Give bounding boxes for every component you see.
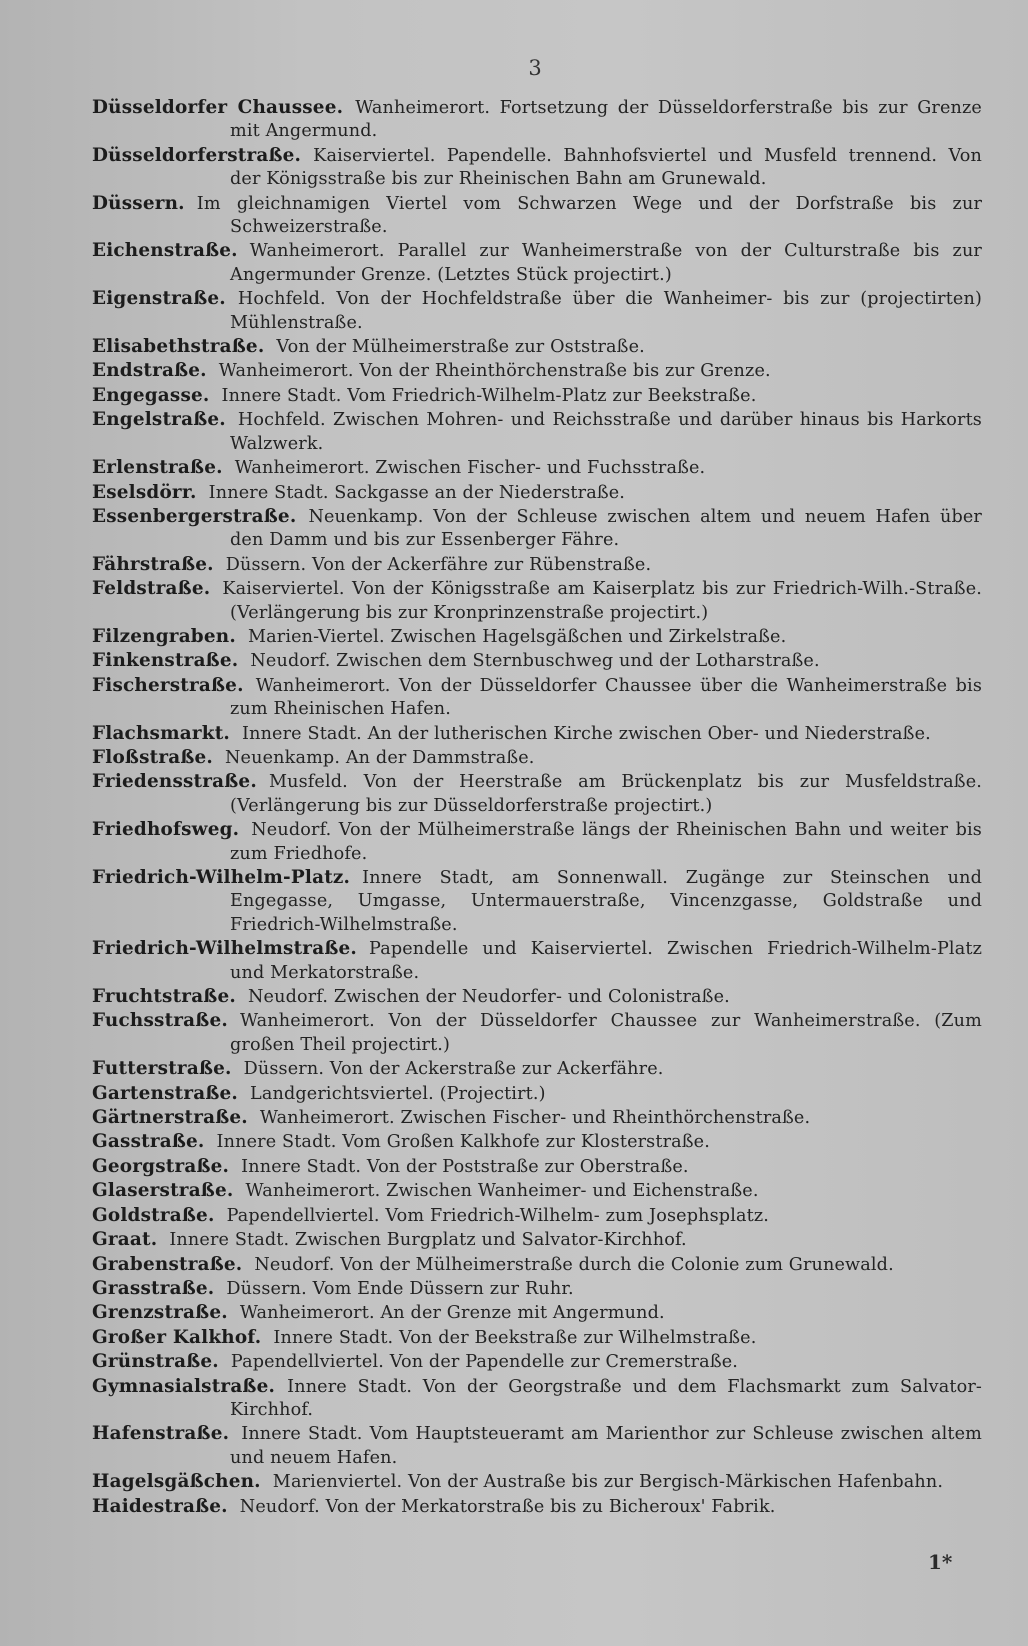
- directory-entry: [92, 481, 982, 505]
- directory-entry: [92, 866, 982, 937]
- directory-entry: [92, 818, 982, 866]
- street-name: Finkenstraße.: [92, 650, 239, 672]
- directory-entry: [92, 359, 982, 383]
- street-description: Hochfeld. Zwischen Mohren- und Reichsstraße und darüber hinaus bis Harkorts Walzwerk.: [230, 410, 982, 454]
- street-name: Grenzstraße.: [92, 1302, 228, 1324]
- street-description: Neudorf. Zwischen dem Sternbuschweg und der Lotharstraße.: [250, 651, 820, 672]
- street-description: Innere Stadt. Zwischen Burgplatz und Salvator-Kirchhof.: [169, 1230, 687, 1251]
- street-name: Haidestraße.: [92, 1495, 228, 1517]
- street-name: Eigenstraße.: [92, 288, 226, 310]
- street-name: Feldstraße.: [92, 578, 211, 600]
- directory-entry: [92, 144, 982, 192]
- street-description: Landgerichtsviertel. (Projectirt.): [250, 1083, 546, 1104]
- street-name: Flachsmarkt.: [92, 722, 230, 744]
- street-description: Innere Stadt. Von der Beekstraße zur Wilhelmstraße.: [273, 1327, 757, 1348]
- street-description: Düssern. Von der Ackerstraße zur Ackerfähre.: [243, 1059, 664, 1080]
- directory-entry: [92, 1179, 982, 1203]
- street-description: Neudorf. Von der Mülheimerstraße längs der Rheinischen Bahn und weiter bis zum Friedhofe.: [230, 820, 982, 864]
- street-name: Eselsdörr.: [92, 481, 197, 503]
- street-description: Innere Stadt. Sackgasse an der Niederstraße.: [208, 482, 626, 503]
- directory-entry: [92, 1057, 982, 1081]
- street-name: Graat.: [92, 1229, 158, 1251]
- street-name: Floßstraße.: [92, 746, 214, 768]
- street-name: Hafenstraße.: [92, 1423, 230, 1445]
- street-description: Wanheimerort. Zwischen Fischer- und Rheinthörchenstraße.: [259, 1108, 811, 1129]
- street-name: Elisabethstraße.: [92, 336, 265, 358]
- street-name: Großer Kalkhof.: [92, 1326, 262, 1348]
- street-description: Innere Stadt. Vom Hauptsteueramt am Marienthor zur Schleuse zwischen altem und neuem Hafen.: [230, 1424, 982, 1468]
- directory-entry: [92, 577, 982, 625]
- directory-entry: [92, 335, 982, 359]
- street-description: Innere Stadt. Von der Poststraße zur Oberstraße.: [241, 1156, 689, 1177]
- directory-entry: [92, 746, 982, 770]
- directory-entry: [92, 625, 982, 649]
- directory-entry: [92, 674, 982, 722]
- directory-entry: [92, 1204, 982, 1228]
- street-name: Erlenstraße.: [92, 457, 223, 479]
- directory-entry: [92, 505, 982, 553]
- street-description: Düssern. Von der Ackerfähre zur Rübenstraße.: [225, 554, 652, 575]
- street-description: Innere Stadt. An der lutherischen Kirche zwischen Ober- und Niederstraße.: [242, 723, 931, 744]
- street-description: Hochfeld. Von der Hochfeldstraße über die Wanheimer- bis zur (projectirten) Mühlenstraße.: [230, 289, 982, 333]
- directory-entry: [92, 287, 982, 335]
- street-description: Musfeld. Von der Heerstraße am Brückenplatz bis zur Musfeldstraße. (Verlängerung bis zur Düsseldorferstraße projectirt.): [230, 772, 982, 816]
- directory-entry: [92, 1375, 982, 1423]
- street-description: Wanheimerort. Zwischen Fischer- und Fuchsstraße.: [234, 458, 706, 479]
- street-directory-list: [92, 96, 982, 1519]
- street-description: Papendelle und Kaiserviertel. Zwischen Friedrich-Wilhelm-Platz und Merkatorstraße.: [230, 939, 982, 983]
- directory-entry: [92, 1155, 982, 1179]
- street-name: Düsseldorfer Chaussee.: [92, 97, 344, 118]
- directory-entry: [92, 1082, 982, 1106]
- street-name: Hagelsgäßchen.: [92, 1471, 261, 1493]
- street-description: Innere Stadt. Vom Großen Kalkhofe zur Klosterstraße.: [216, 1132, 710, 1153]
- street-description: Innere Stadt. Von der Georgstraße und dem Flachsmarkt zum Salvator-Kirchhof.: [230, 1376, 982, 1420]
- street-description: Wanheimerort. An der Grenze mit Angermund.: [239, 1303, 665, 1324]
- directory-entry: [92, 649, 982, 673]
- street-name: Goldstraße.: [92, 1204, 215, 1226]
- directory-entry: [92, 1228, 982, 1252]
- directory-entry: [92, 1422, 982, 1470]
- street-name: Friedrich-Wilhelmstraße.: [92, 938, 357, 960]
- street-description: Wanheimerort. Von der Düsseldorfer Chaussee über die Wanheimerstraße bis zum Rheinischen Hafen.: [230, 675, 982, 720]
- directory-entry: [92, 985, 982, 1009]
- street-description: Wanheimerort. Parallel zur Wanheimerstraße von der Culturstraße bis zur Angermunder Grenze. (Letztes Stück projectirt.): [230, 241, 982, 285]
- street-name: Grabenstraße.: [92, 1253, 243, 1275]
- street-name: Gartenstraße.: [92, 1082, 239, 1104]
- street-description: Marien-Viertel. Zwischen Hagelsgäßchen und Zirkelstraße.: [247, 626, 787, 647]
- street-name: Engelstraße.: [92, 409, 226, 431]
- street-name: Fruchtstraße.: [92, 986, 236, 1008]
- street-description: Papendellviertel. Von der Papendelle zur Cremerstraße.: [230, 1352, 739, 1373]
- street-description: Wanheimerort. Von der Düsseldorfer Chaussee zur Wanheimerstraße. (Zum großen Theil projectirt.): [230, 1011, 982, 1055]
- street-name: Fuchsstraße.: [92, 1010, 228, 1032]
- directory-entry: [92, 1009, 982, 1057]
- street-name: Gärtnerstraße.: [92, 1107, 248, 1129]
- street-name: Gasstraße.: [92, 1131, 205, 1153]
- street-name: Fährstraße.: [92, 553, 214, 575]
- street-name: Georgstraße.: [92, 1155, 230, 1177]
- street-description: Im gleichnamigen Viertel vom Schwarzen Wege und der Dorfstraße bis zur Schweizerstraße.: [196, 193, 982, 238]
- street-description: Neudorf. Von der Mülheimerstraße durch die Colonie zum Grunewald.: [254, 1254, 894, 1275]
- street-description: Innere Stadt. Vom Friedrich-Wilhelm-Platz zur Beekstraße.: [221, 385, 757, 406]
- directory-entry: [92, 1326, 982, 1350]
- directory-entry: [92, 1106, 982, 1130]
- directory-entry: [92, 1253, 982, 1277]
- street-name: Grasstraße.: [92, 1277, 215, 1299]
- street-name: Friedensstraße.: [92, 771, 257, 793]
- street-name: Filzengraben.: [92, 625, 236, 647]
- directory-entry: [92, 192, 982, 240]
- directory-entry: [92, 1495, 982, 1519]
- directory-entry: [92, 456, 982, 480]
- directory-entry: [92, 937, 982, 985]
- page-number: 3: [528, 56, 542, 80]
- street-name: Gymnasialstraße.: [92, 1375, 276, 1397]
- directory-entry: [92, 1350, 982, 1374]
- street-name: Glaserstraße.: [92, 1180, 234, 1202]
- street-description: Neudorf. Von der Merkatorstraße bis zu Bicheroux' Fabrik.: [239, 1496, 776, 1517]
- street-description: Kaiserviertel. Papendelle. Bahnhofsviertel und Musfeld trennend. Von der Königsstraße bis zur Rheinischen Bahn am Grunewald.: [230, 145, 982, 190]
- directory-entry: [92, 1130, 982, 1154]
- street-description: Wanheimerort. Fortsetzung der Düsseldorferstraße bis zur Grenze mit Angermund.: [230, 98, 982, 142]
- street-name: Grünstraße.: [92, 1351, 219, 1373]
- street-description: Wanheimerort. Von der Rheinthörchenstraße bis zur Grenze.: [218, 361, 771, 382]
- directory-entry: [92, 384, 982, 408]
- street-description: Von der Mülheimerstraße zur Oststraße.: [276, 337, 645, 358]
- street-description: Innere Stadt, am Sonnenwall. Zugänge zur Steinschen und Engegasse, Umgasse, Untermauerstraße, Vincenzgasse, Goldstraße und Friedrich-Wilhelmstraße.: [230, 868, 982, 935]
- street-description: Neudorf. Zwischen der Neudorfer- und Colonistraße.: [248, 987, 730, 1008]
- signature-mark: 1*: [928, 1550, 953, 1574]
- street-name: Futterstraße.: [92, 1058, 232, 1080]
- directory-entry: [92, 770, 982, 818]
- street-name: Eichenstraße.: [92, 240, 238, 262]
- street-description: Papendellviertel. Vom Friedrich-Wilhelm- zum Josephsplatz.: [226, 1205, 770, 1226]
- street-name: Essenbergerstraße.: [92, 505, 297, 527]
- street-description: Düssern. Vom Ende Düssern zur Ruhr.: [226, 1278, 574, 1299]
- street-description: Marienviertel. Von der Austraße bis zur Bergisch-Märkischen Hafenbahn.: [272, 1472, 944, 1493]
- street-description: Neuenkamp. An der Dammstraße.: [225, 747, 535, 768]
- directory-entry: [92, 553, 982, 577]
- street-name: Düssern.: [92, 192, 185, 214]
- directory-entry: [92, 408, 982, 456]
- directory-entry: [92, 1470, 982, 1494]
- street-description: Wanheimerort. Zwischen Wanheimer- und Eichenstraße.: [245, 1181, 759, 1202]
- street-name: Friedrich-Wilhelm-Platz.: [92, 867, 351, 888]
- street-name: Endstraße.: [92, 360, 207, 382]
- street-description: Kaiserviertel. Von der Königsstraße am Kaiserplatz bis zur Friedrich-Wilh.-Straße. (Verlängerung bis zur Kronprinzenstraße projectirt.): [222, 579, 982, 623]
- street-name: Fischerstraße.: [92, 674, 244, 696]
- directory-entry: [92, 239, 982, 287]
- directory-entry: [92, 1277, 982, 1301]
- street-name: Engegasse.: [92, 384, 210, 406]
- directory-entry: [92, 96, 982, 144]
- street-name: Düsseldorferstraße.: [92, 144, 302, 166]
- directory-entry: [92, 722, 982, 746]
- directory-entry: [92, 1301, 982, 1325]
- street-name: Friedhofsweg.: [92, 819, 240, 841]
- street-description: Neuenkamp. Von der Schleuse zwischen altem und neuem Hafen über den Damm und bis zur Essenberger Fähre.: [230, 506, 982, 551]
